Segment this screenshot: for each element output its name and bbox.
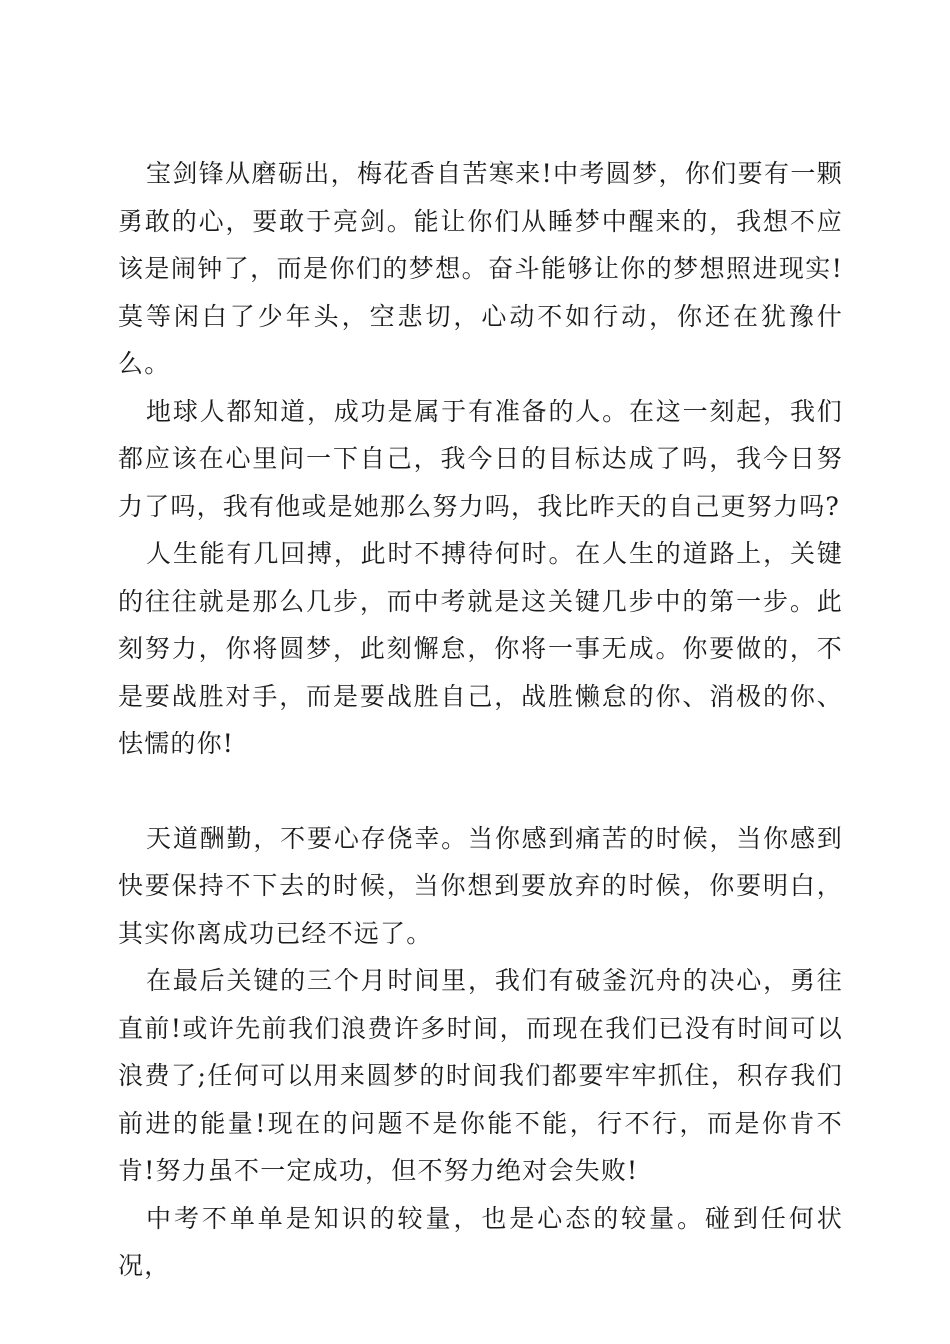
paragraph-5: 在最后关键的三个月时间里，我们有破釜沉舟的决心，勇往直前!或许先前我们浪费许多时间，而现在我们已没有时间可以浪费了;任何可以用来圆梦的时间我们都要牢牢抓住，积存我们前进的能量!现在的问题不是你能不能，行不行，而是你肯不肯!努力虽不一定成功，但不努力绝对会失败! (118, 966, 843, 1185)
document-body (118, 150, 843, 1290)
paragraph-6: 中考不单单是知识的较量，也是心态的较量。碰到任何状况， (118, 1203, 843, 1280)
paragraph-4: 天道酬勤，不要心存侥幸。当你感到痛苦的时候，当你感到快要保持不下去的时候，当你想到要放弃的时候，你要明白，其实你离成功已经不远了。 (118, 823, 843, 948)
paragraph-2: 地球人都知道，成功是属于有准备的人。在这一刻起，我们都应该在心里问一下自己，我今日的目标达成了吗，我今日努力了吗，我有他或是她那么努力吗，我比昨天的自己更努力吗? (118, 396, 843, 521)
paragraph-spacer (118, 768, 843, 815)
paragraph-1: 宝剑锋从磨砺出，梅花香自苦寒来!中考圆梦，你们要有一颗勇敢的心，要敢于亮剑。能让你们从睡梦中醒来的，我想不应该是闹钟了，而是你们的梦想。奋斗能够让你的梦想照进现实!莫等闲白了少年头，空悲切，心动不如行动，你还在犹豫什么。 (118, 159, 843, 378)
paragraph-3: 人生能有几回搏，此时不搏待何时。在人生的道路上，关键的往往就是那么几步，而中考就是这关键几步中的第一步。此刻努力，你将圆梦，此刻懈怠，你将一事无成。你要做的，不是要战胜对手，而是要战胜自己，战胜懒怠的你、消极的你、怯懦的你! (118, 539, 843, 758)
